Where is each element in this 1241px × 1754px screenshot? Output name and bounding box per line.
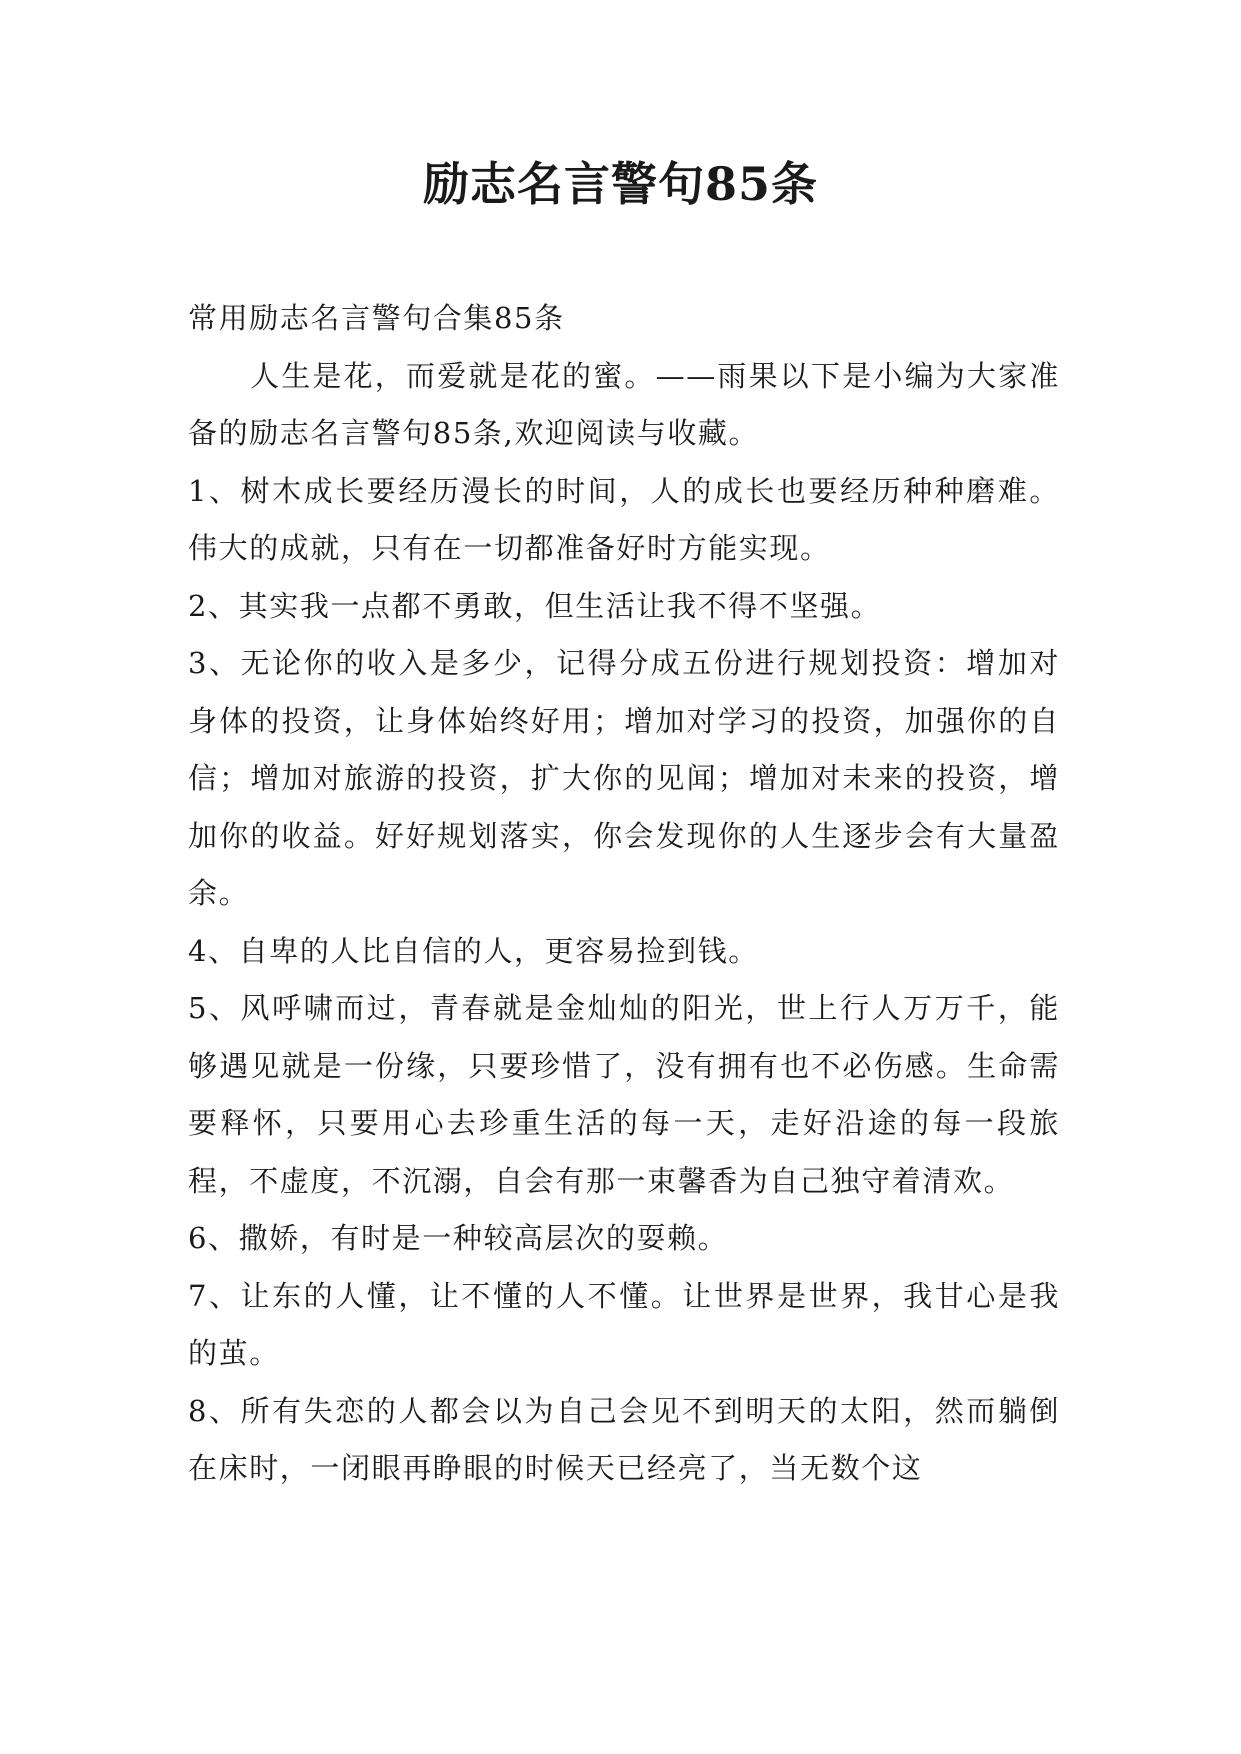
quote-item-5: 5、风呼啸而过，青春就是金灿灿的阳光，世上行人万万千，能够遇见就是一份缘，只要珍惜了，没有拥有也不必伤感。生命需要释怀，只要用心去珍重生活的每一天，走好沿途的每一段旅程，不虚度，不沉溺，自会有那一束馨香为自己独守着清欢。 bbox=[188, 991, 1060, 1198]
document-title: 励志名言警句85条 bbox=[422, 157, 818, 211]
quote-item-8: 8、所有失恋的人都会以为自己会见不到明天的太阳，然而躺倒在床时，一闭眼再睁眼的时候天已经亮了，当无数个这 bbox=[188, 1393, 1060, 1485]
document-body bbox=[188, 290, 1060, 1498]
quote-item-4: 4、自卑的人比自信的人，更容易捡到钱。 bbox=[188, 933, 759, 968]
quote-item-1: 1、树木成长要经历漫长的时间，人的成长也要经历种种磨难。伟大的成就，只有在一切都准备好时方能实现。 bbox=[188, 473, 1060, 565]
quote-item-6: 6、撒娇，有时是一种较高层次的耍赖。 bbox=[188, 1221, 729, 1255]
document-subtitle: 常用励志名言警句合集85条 bbox=[188, 301, 565, 335]
quote-item-2: 2、其实我一点都不勇敢，但生活让我不得不坚强。 bbox=[188, 588, 882, 623]
quote-item-7: 7、让东的人懂，让不懂的人不懂。让世界是世界，我甘心是我的茧。 bbox=[188, 1278, 1060, 1370]
quote-item-3: 3、无论你的收入是多少，记得分成五份进行规划投资：增加对身体的投资，让身体始终好用；增加对学习的投资，加强你的自信；增加对旅游的投资，扩大你的见闻；增加对未来的投资，增加你的收益。好好规划落实，你会发现你的人生逐步会有大量盈余。 bbox=[188, 646, 1060, 910]
intro-paragraph: 人生是花，而爱就是花的蜜。——雨果以下是小编为大家准备的励志名言警句85条,欢迎阅读与收藏。 bbox=[188, 358, 1060, 450]
